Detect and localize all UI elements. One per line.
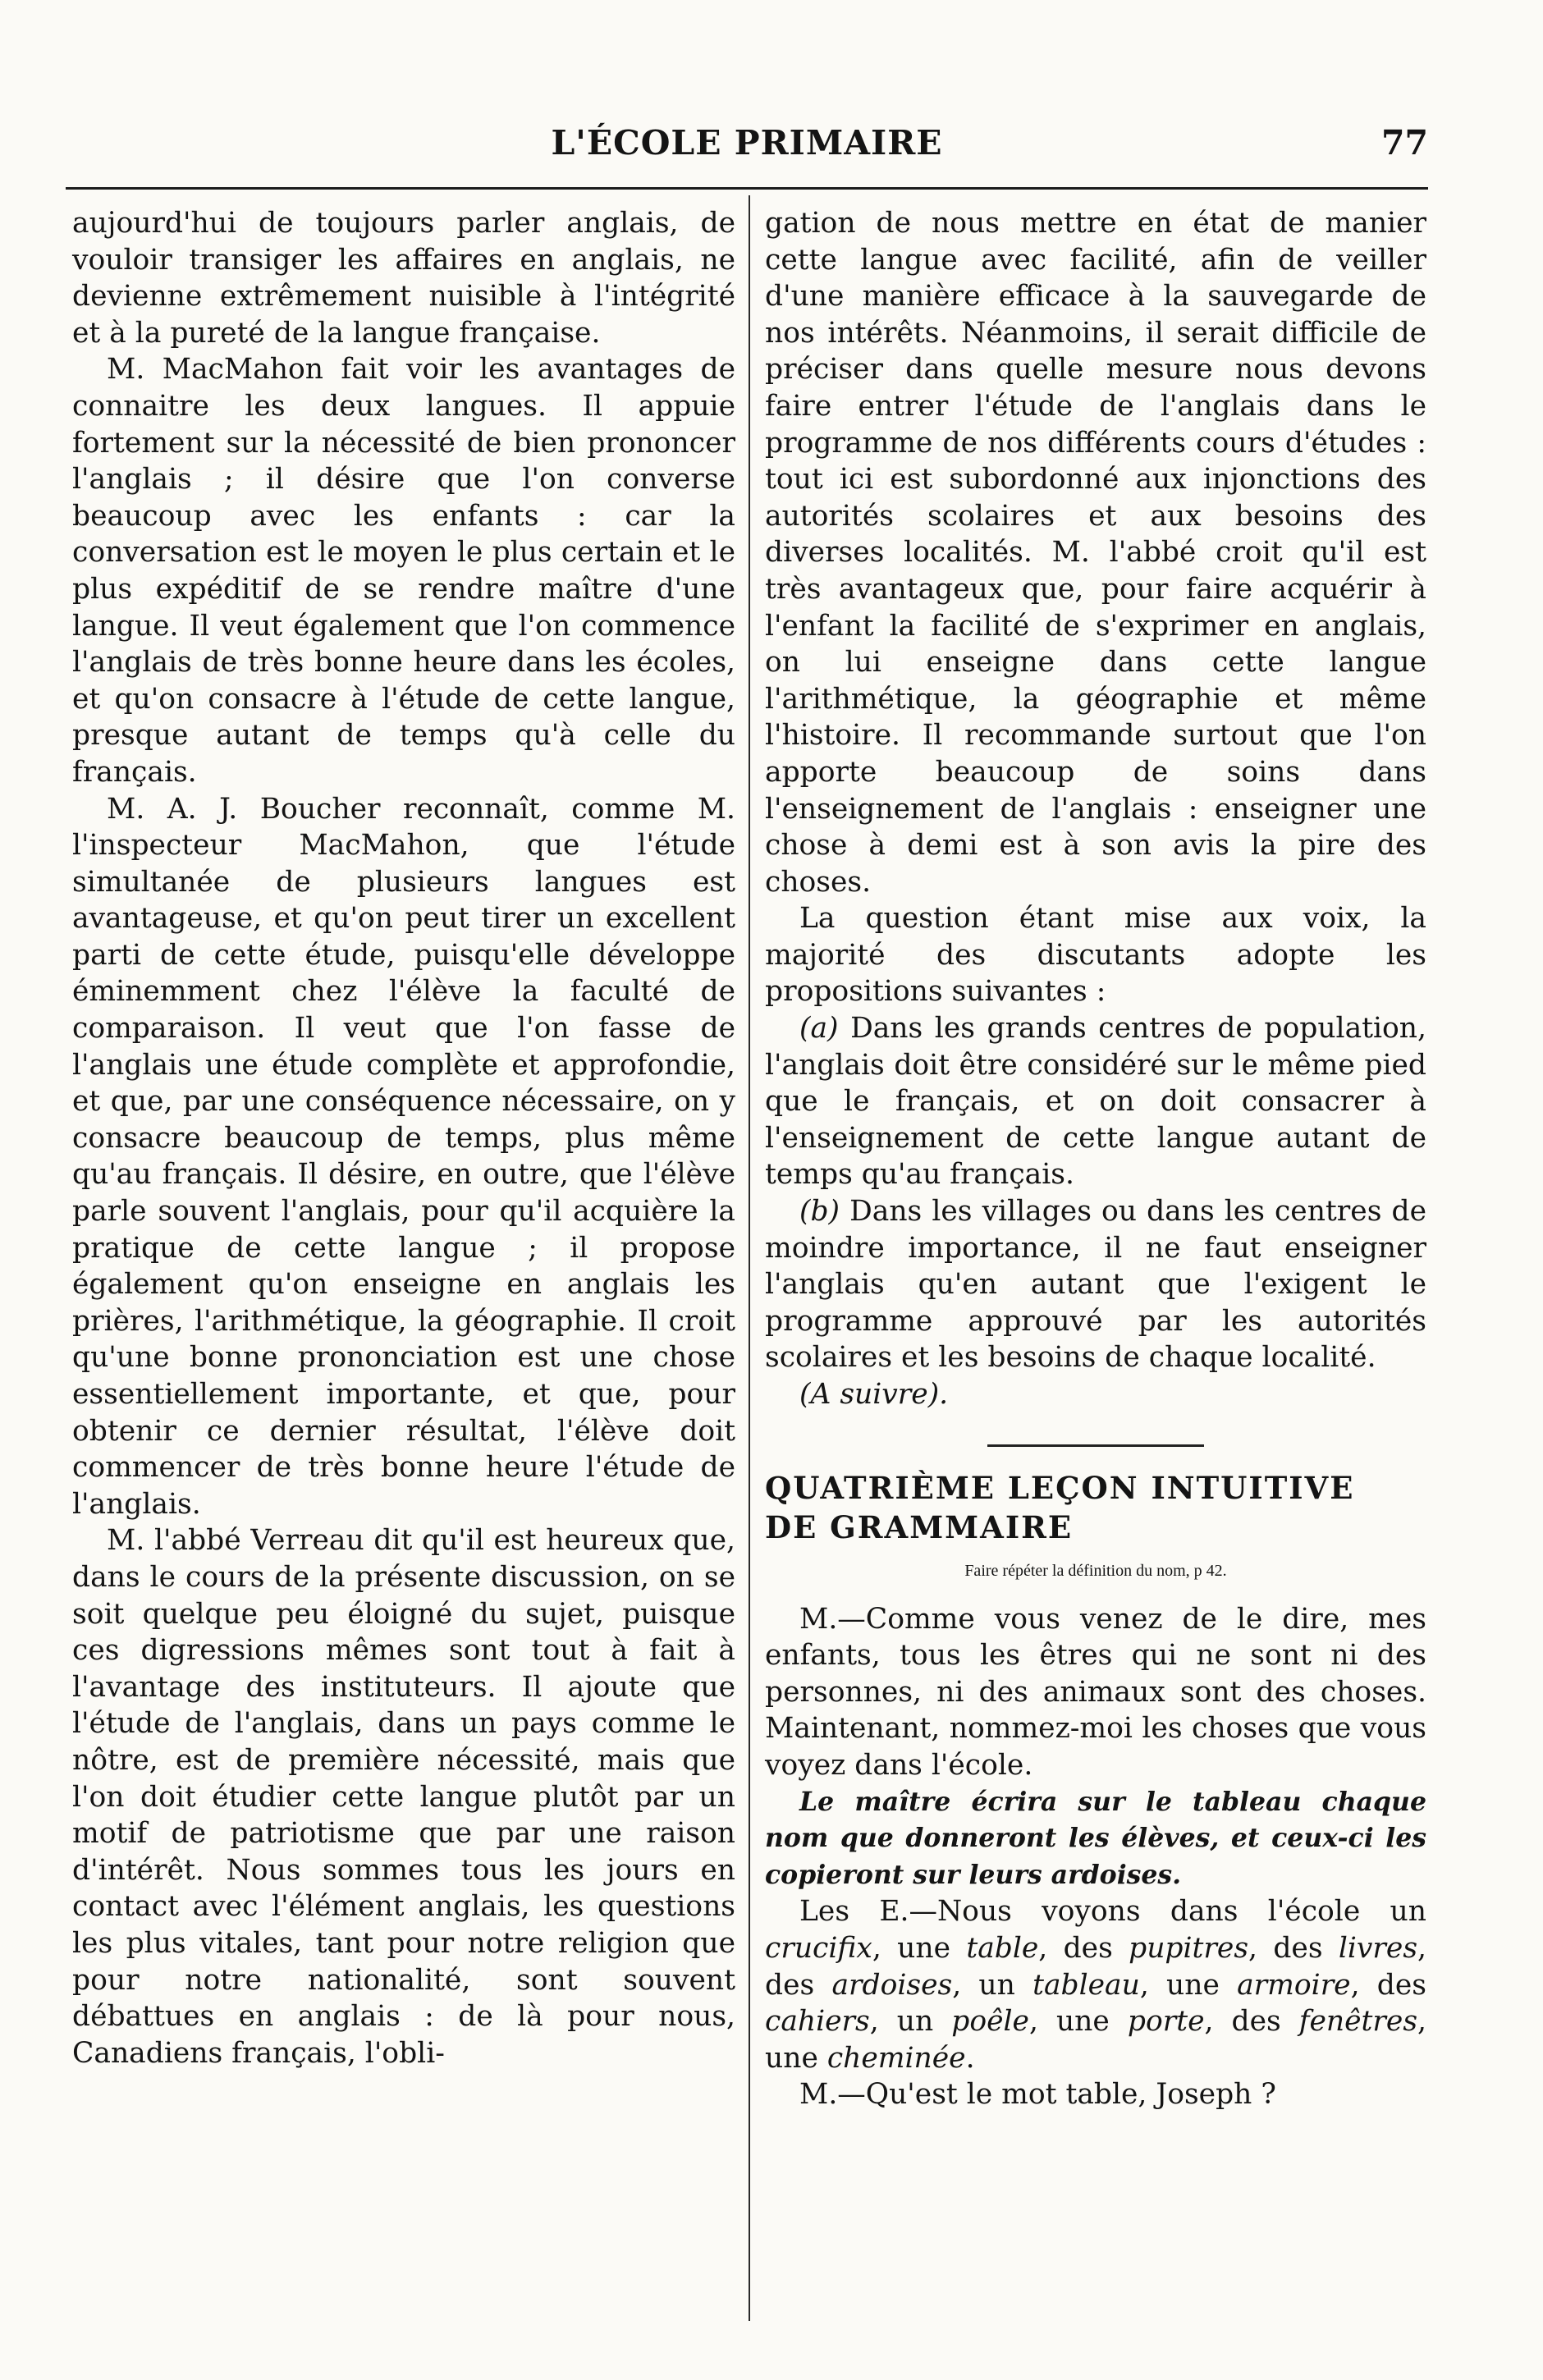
left-paragraph-4: M. l'abbé Verreau dit qu'il est heureux que, dans le cours de la présente discussion, on se soit quelque peu éloigné du sujet, puisque ces digressions mêmes sont tout à fait à l'avantage des instituteurs. Il ajoute que l'étude de l'anglais, dans un pays comme le nôtre, est de première nécessité, mais que l'on doit étudier cette langue plutôt par un motif de patriotisme que par une raison d'intérêt. Nous sommes tous les jours en contact avec l'élément anglais, les questions les plus vitales, tant pour notre religion que pour notre nationalité, sont souvent débattues en anglais : de là pour nous, Canadiens français, l'obli- — [72, 1524, 735, 2070]
proposition-b-label: (b) — [799, 1195, 840, 1229]
left-paragraph-1: aujourd'hui de toujours parler anglais, de vouloir transiger les affaires en anglais, ne devienne extrêmement nuisible à l'intégrité et à la pureté de la langue française. — [72, 207, 735, 350]
answer-separator: , des — [1038, 1931, 1129, 1965]
left-paragraph-2: M. MacMahon fait voir les avantages de connaitre les deux langues. Il appuie fortement sur la nécessité de bien prononcer l'anglais ; il désire que l'on converse beaucoup avec les enfants : car la conversation est le moyen le plus certain et le plus expéditif de se rendre maître d'une langue. Il veut également que l'on commence l'anglais de très bonne heure dans les écoles, et qu'on consacre à l'étude de cette langue, presque autant de temps qu'à celle du français. — [72, 353, 735, 789]
answer-word: tableau — [1032, 1968, 1140, 2002]
answer-intro: Les E.—Nous voyons dans l'école un — [799, 1895, 1426, 1929]
proposition-a-label: (a) — [799, 1012, 839, 1046]
answer-word: crucifix — [765, 1931, 872, 1965]
answer-separator: . — [965, 2041, 975, 2075]
proposition-a-text: Dans les grands centres de population, l'anglais doit être considéré sur le même pied que le français, et on doit consacrer à l'enseignement de cette langue autant de temps qu'au français. — [765, 1012, 1426, 1192]
answer-word: cahiers — [765, 2005, 870, 2039]
answer-separator: , un — [869, 2005, 952, 2039]
answer-separator: , une — [872, 1931, 967, 1965]
page-number: 77 — [1380, 123, 1428, 162]
teacher-question-2: M.—Qu'est le mot table, Joseph ? — [799, 2078, 1276, 2112]
answer-word: poêle — [951, 2005, 1029, 2039]
proposition-b — [765, 1193, 1426, 1376]
answer-word: pupitres — [1129, 1931, 1249, 1965]
proposition-b-text: Dans les villages ou dans les centres de moindre importance, il ne faut enseigner l'anglais qu'en autant que l'exigent le programme approuvé par les autorités scolaires et les besoins de chaque localité. — [765, 1195, 1426, 1375]
answer-separator: , des — [1350, 1968, 1427, 2002]
answer-word: cheminée — [826, 2041, 966, 2075]
answer-separator: , des — [765, 1931, 1427, 2002]
section-divider — [987, 1444, 1204, 1447]
answer-word: ardoises — [831, 1968, 953, 2002]
answer-word: fenêtres — [1298, 2005, 1418, 2039]
header-rule — [66, 187, 1428, 190]
left-column — [72, 205, 735, 2071]
answer-word: livres — [1338, 1931, 1418, 1965]
answer-separator: , des — [1204, 2005, 1299, 2039]
answer-separator: , une — [1139, 1968, 1238, 2002]
proposition-a — [765, 1010, 1426, 1193]
running-head — [66, 123, 1428, 181]
answer-word: table — [966, 1931, 1039, 1965]
teacher-question-1: M.—Comme vous venez de le dire, mes enfants, tous les êtres qui ne sont ni des personnes, ni des animaux sont des choses. Maintenant, nommez-moi les choses que vous voyez dans l'école. — [765, 1602, 1426, 1782]
answer-separator: , des — [1248, 1931, 1339, 1965]
lesson-title-line-1: QUATRIÈME LEÇON INTUITIVE — [765, 1469, 1355, 1506]
right-column — [765, 205, 1426, 2113]
answer-separator: , une — [765, 2005, 1427, 2075]
lesson-title-line-2: DE GRAMMAIRE — [765, 1508, 1074, 1545]
answer-word: porte — [1127, 2005, 1205, 2039]
right-paragraph-2: La question étant mise aux voix, la majorité des discutants adopte les propositions suivantes : — [765, 902, 1426, 1009]
answer-separator: , une — [1028, 2005, 1128, 2039]
to-be-continued: (A suivre). — [799, 1378, 949, 1411]
right-paragraph-1: gation de nous mettre en état de manier cette langue avec facilité, afin de veiller d'une manière efficace à la sauvegarde de nos intérêts. Néanmoins, il serait difficile de préciser dans quelle mesure nous devons faire entrer l'étude de l'anglais dans le programme de nos différents cours d'études : tout ici est subordonné aux injonctions des autorités scolaires et aux besoins des diverses localités. M. l'abbé croit qu'il est très avantageux que, pour faire acquérir à l'enfant la facilité de s'exprimer en anglais, on lui enseigne dans cette langue l'arithmétique, la géographie et même l'histoire. Il recommande surtout que l'on apporte beaucoup de soins dans l'enseignement de l'anglais : enseigner une chose à demi est à son avis la pire des choses. — [765, 207, 1426, 899]
left-paragraph-3: M. A. J. Boucher reconnaît, comme M. l'inspecteur MacMahon, que l'étude simultanée de plusieurs langues est avantageuse, et qu'on peut tirer un excellent parti de cette étude, puisqu'elle développe éminemment chez l'élève la faculté de comparaison. Il veut que l'on fasse de l'anglais une étude complète et approfondie, et que, par une conséquence nécessaire, on y consacre beaucoup de temps, plus même qu'au français. Il désire, en outre, que l'élève parle souvent l'anglais, pour qu'il acquière la pratique de cette langue ; il propose également qu'on enseigne en anglais les prières, l'arithmétique, la géographie. Il croit qu'une bonne prononciation est une chose essentiellement importante, et que, pour obtenir ce dernier résultat, l'élève doit commencer de très bonne heure l'étude de l'anglais. — [72, 792, 735, 1521]
teacher-instruction: Le maître écrira sur le tableau chaque nom que donneront les élèves, et ceux-ci les copieront sur leurs ardoises. — [765, 1786, 1426, 1890]
column-rule — [749, 195, 750, 2321]
students-answer — [765, 1893, 1426, 2076]
answer-separator: , un — [952, 1968, 1033, 2002]
running-title: L'ÉCOLE PRIMAIRE — [551, 123, 943, 162]
answer-word: armoire — [1237, 1968, 1351, 2002]
lesson-subtitle: Faire répéter la définition du nom, p 42. — [964, 1561, 1227, 1580]
